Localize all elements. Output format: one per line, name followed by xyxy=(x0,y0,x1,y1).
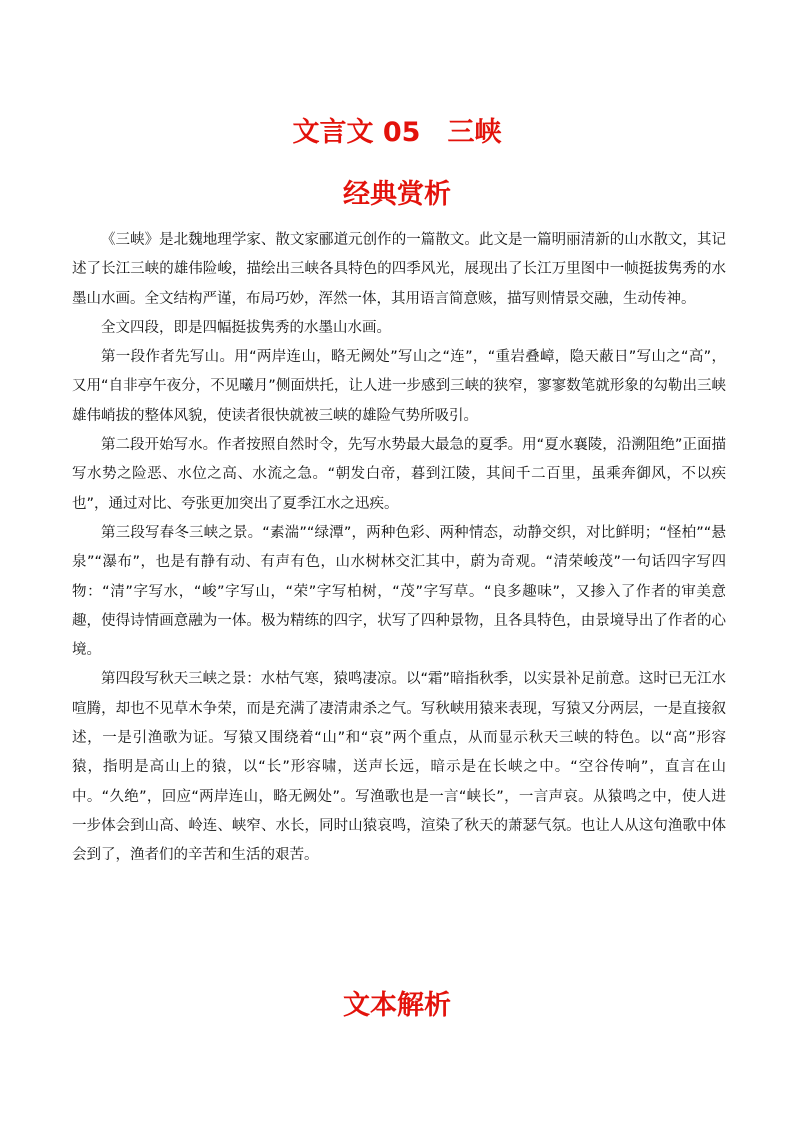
document-title: 文言文 05 三峡 xyxy=(292,117,502,148)
paragraph-fourth-section: 第四段写秋天三峡之景：水枯气寒，猿鸣凄凉。以“霜”暗指秋季，以实景补足前意。这时已无江水喧腾，却也不见草木争荣，而是充满了凄清肃杀之气。写秋峡用猿来表现，写猿又分两层，一是直接叙述，一是引渔歌为证。写猿又围绕着“山”和“哀”两个重点，从而显示秋天三峡的特色。以“高”形容猿，指明是高山上的猿，以“长”形容啸，送声长远，暗示是在长峡之中。“空谷传响”，直言在山中。“久绝”，回应“两岸连山，略无阙处”。写渔歌也是一言“峡长”，一言声哀。从猿鸣之中，使人进一步体会到山高、岭连、峡窄、水长，同时山猿哀鸣，渲染了秋天的萧瑟气氛。也让人从这句渔歌中体会到了，渔者们的辛苦和生活的艰苦。 xyxy=(72,671,726,864)
section-heading-analysis: 文本解析 xyxy=(343,990,451,1021)
paragraph-third-section: 第三段写春冬三峡之景。“素湍”“绿潭”，两种色彩、两种情态，动静交织，对比鲜明；“怪柏”“悬泉”“瀑布”，也是有静有动、有声有色，山水树林交汇其中，蔚为奇观。“清荣峻茂”一句话四字写四物：“清”字写水，“峻”字写山，“荣”字写柏树，“茂”字写草。“良多趣味”，又掺入了作者的审美意趣，使得诗情画意融为一体。极为精练的四字，状写了四种景物，且各具特色，由景境导出了作者的心境。 xyxy=(72,524,726,659)
body-text xyxy=(72,226,726,871)
section-heading-appreciation: 经典赏析 xyxy=(343,179,451,210)
paragraph-intro: 《三峡》是北魏地理学家、散文家郦道元创作的一篇散文。此文是一篇明丽清新的山水散文，其记述了长江三峡的雄伟险峻，描绘出三峡各具特色的四季风光，展现出了长江万里图中一帧挺拔隽秀的水墨山水画。全文结构严谨，布局巧妙，浑然一体，其用语言简意赅，描写则情景交融，生动传神。 xyxy=(72,232,726,307)
paragraph-overview: 全文四段，即是四幅挺拔隽秀的水墨山水画。 xyxy=(101,319,391,336)
paragraph-second-section: 第二段开始写水。作者按照自然时令，先写水势最大最急的夏季。用“夏水襄陵，沿溯阻绝”正面描写水势之险恶、水位之高、水流之急。“朝发白帝，暮到江陵，其间千二百里，虽乘奔御风，不以疾也”，通过对比、夸张更加突出了夏季江水之迅疾。 xyxy=(72,437,726,512)
paragraph-first-section: 第一段作者先写山。用“两岸连山，略无阙处”写山之“连”，“重岩叠嶂，隐天蔽日”写山之“高”，又用“自非亭午夜分，不见曦月”侧面烘托，让人进一步感到三峡的狭窄，寥寥数笔就形象的勾勒出三峡雄伟峭拔的整体风貌，使读者很快就被三峡的雄险气势所吸引。 xyxy=(72,349,726,424)
